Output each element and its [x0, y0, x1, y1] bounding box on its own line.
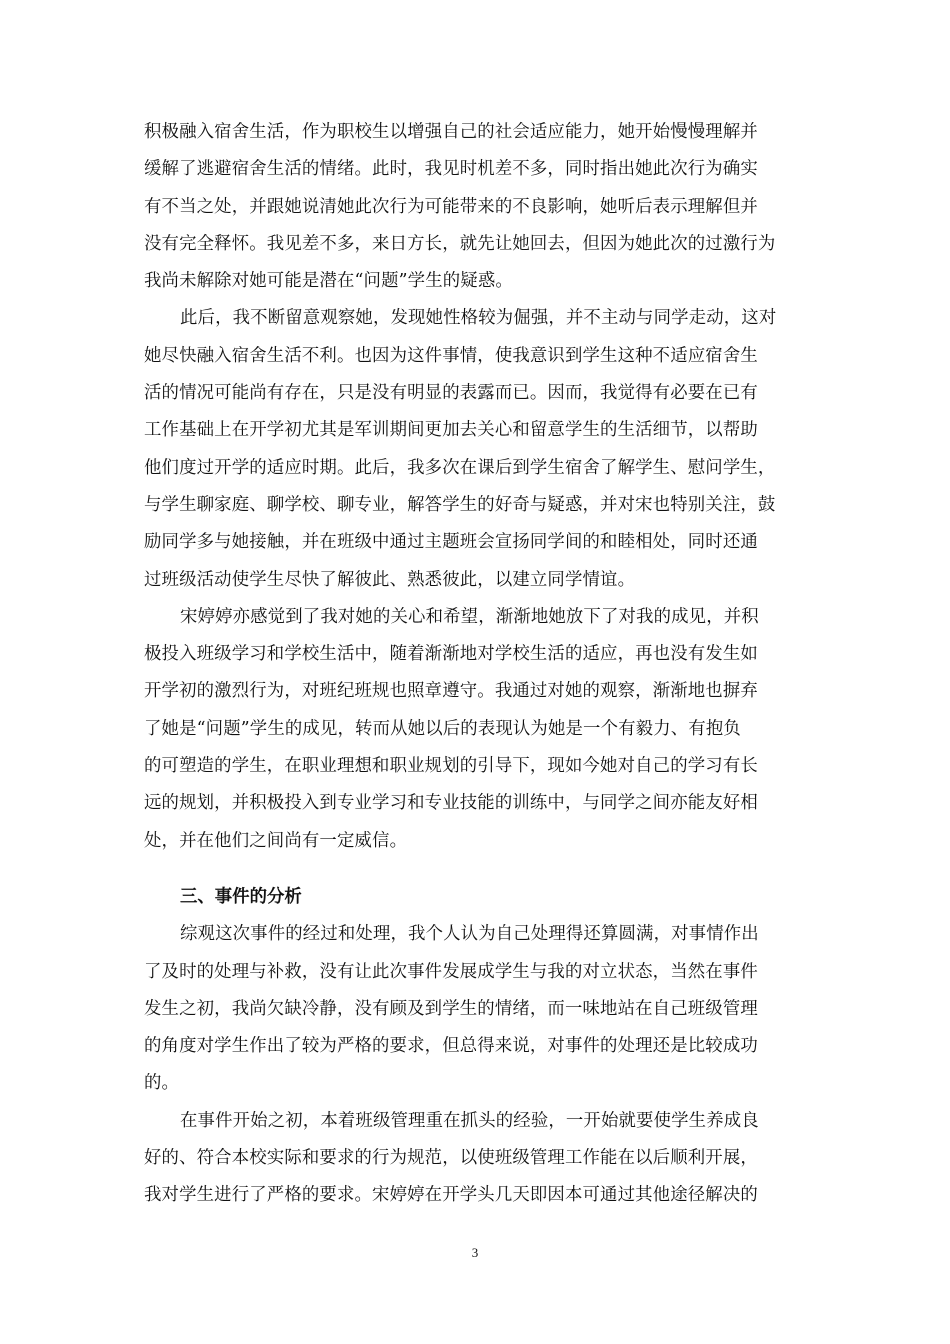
text-line: 极投入班级学习和学校生活中，随着渐渐地对学校生活的适应，再也没有发生如 [144, 644, 758, 665]
paragraph [144, 599, 816, 860]
text-line: 与学生聊家庭、聊学校、聊专业，解答学生的好奇与疑惑，并对宋也特别关注，鼓 [144, 494, 776, 515]
paragraph-continuation [144, 114, 816, 300]
document-body [144, 114, 816, 1215]
text-line-content: 宋婷婷亦感觉到了我对她的关心和希望，渐渐地她放下了对我的成见，并积 [180, 606, 759, 627]
text-line-indented [144, 599, 816, 636]
paragraph [144, 300, 816, 598]
text-line: 的可塑造的学生，在职业理想和职业规划的引导下，现如今她对自己的学习有长 [144, 756, 758, 777]
text-line: 过班级活动使学生尽快了解彼此、熟悉彼此，以建立同学情谊。 [144, 569, 636, 590]
text-line: 他们度过开学的适应时期。此后，我多次在课后到学生宿舍了解学生、慰问学生， [144, 457, 776, 478]
text-line: 发生之初，我尚欠缺冷静，没有顾及到学生的情绪，而一味地站在自己班级管理 [144, 998, 758, 1019]
text-line: 处，并在他们之间尚有一定威信。 [144, 830, 408, 851]
text-line: 开学初的激烈行为，对班纪班规也照章遵守。我通过对她的观察，渐渐地也摒弃 [144, 681, 758, 702]
paragraph [144, 916, 816, 1102]
text-line: 我尚未解除对她可能是潜在“问题”学生的疑惑。 [144, 271, 513, 292]
text-line: 好的、符合本校实际和要求的行为规范，以使班级管理工作能在以后顺利开展， [144, 1148, 758, 1169]
text-line-content: 综观这次事件的经过和处理，我个人认为自己处理得还算圆满，对事情作出 [180, 924, 759, 945]
text-line: 有不当之处，并跟她说清她此次行为可能带来的不良影响，她听后表示理解但并 [144, 196, 758, 217]
text-line: 缓解了逃避宿舍生活的情绪。此时，我见时机差不多，同时指出她此次行为确实 [144, 159, 758, 180]
text-line: 了及时的处理与补救，没有让此次事件发展成学生与我的对立状态，当然在事件 [144, 961, 758, 982]
text-line: 活的情况可能尚有存在，只是没有明显的表露而已。因而，我觉得有必要在已有 [144, 383, 758, 404]
text-line: 的。 [144, 1073, 180, 1094]
page-number: 3 [471, 1245, 479, 1260]
text-line: 了她是“问题”学生的成见，转而从她以后的表现认为她是一个有毅力、有抱负 [144, 718, 741, 739]
text-line-content: 在事件开始之初，本着班级管理重在抓头的经验，一开始就要使学生养成良 [180, 1110, 759, 1131]
text-line-content: 此后，我不断留意观察她，发现她性格较为倔强，并不主动与同学走动，这对 [180, 308, 777, 329]
text-line: 积极融入宿舍生活，作为职校生以增强自己的社会适应能力，她开始慢慢理解并 [144, 122, 758, 142]
text-line-indented [144, 916, 816, 953]
text-line-indented [144, 300, 816, 337]
text-line: 没有完全释怀。我见差不多，来日方长，就先让她回去，但因为她此次的过激行为 [144, 233, 776, 254]
text-line: 远的规划，并积极投入到专业学习和专业技能的训练中，与同学之间亦能友好相 [144, 793, 758, 814]
text-line: 励同学多与她接触，并在班级中通过主题班会宣扬同学间的和睦相处，同时还通 [144, 532, 758, 553]
text-line: 她尽快融入宿舍生活不利。也因为这件事情，使我意识到学生这种不适应宿舍生 [144, 345, 758, 366]
text-line: 工作基础上在开学初尤其是军训期间更加去关心和留意学生的生活细节，以帮助 [144, 420, 758, 441]
text-line-indented [144, 1103, 816, 1140]
text-line: 我对学生进行了严格的要求。宋婷婷在开学头几天即因本可通过其他途径解决的 [144, 1185, 758, 1206]
paragraph [144, 1103, 816, 1215]
text-line: 的角度对学生作出了较为严格的要求，但总得来说，对事件的处理还是比较成功 [144, 1036, 758, 1057]
section-heading: 三、事件的分析 [180, 886, 302, 907]
